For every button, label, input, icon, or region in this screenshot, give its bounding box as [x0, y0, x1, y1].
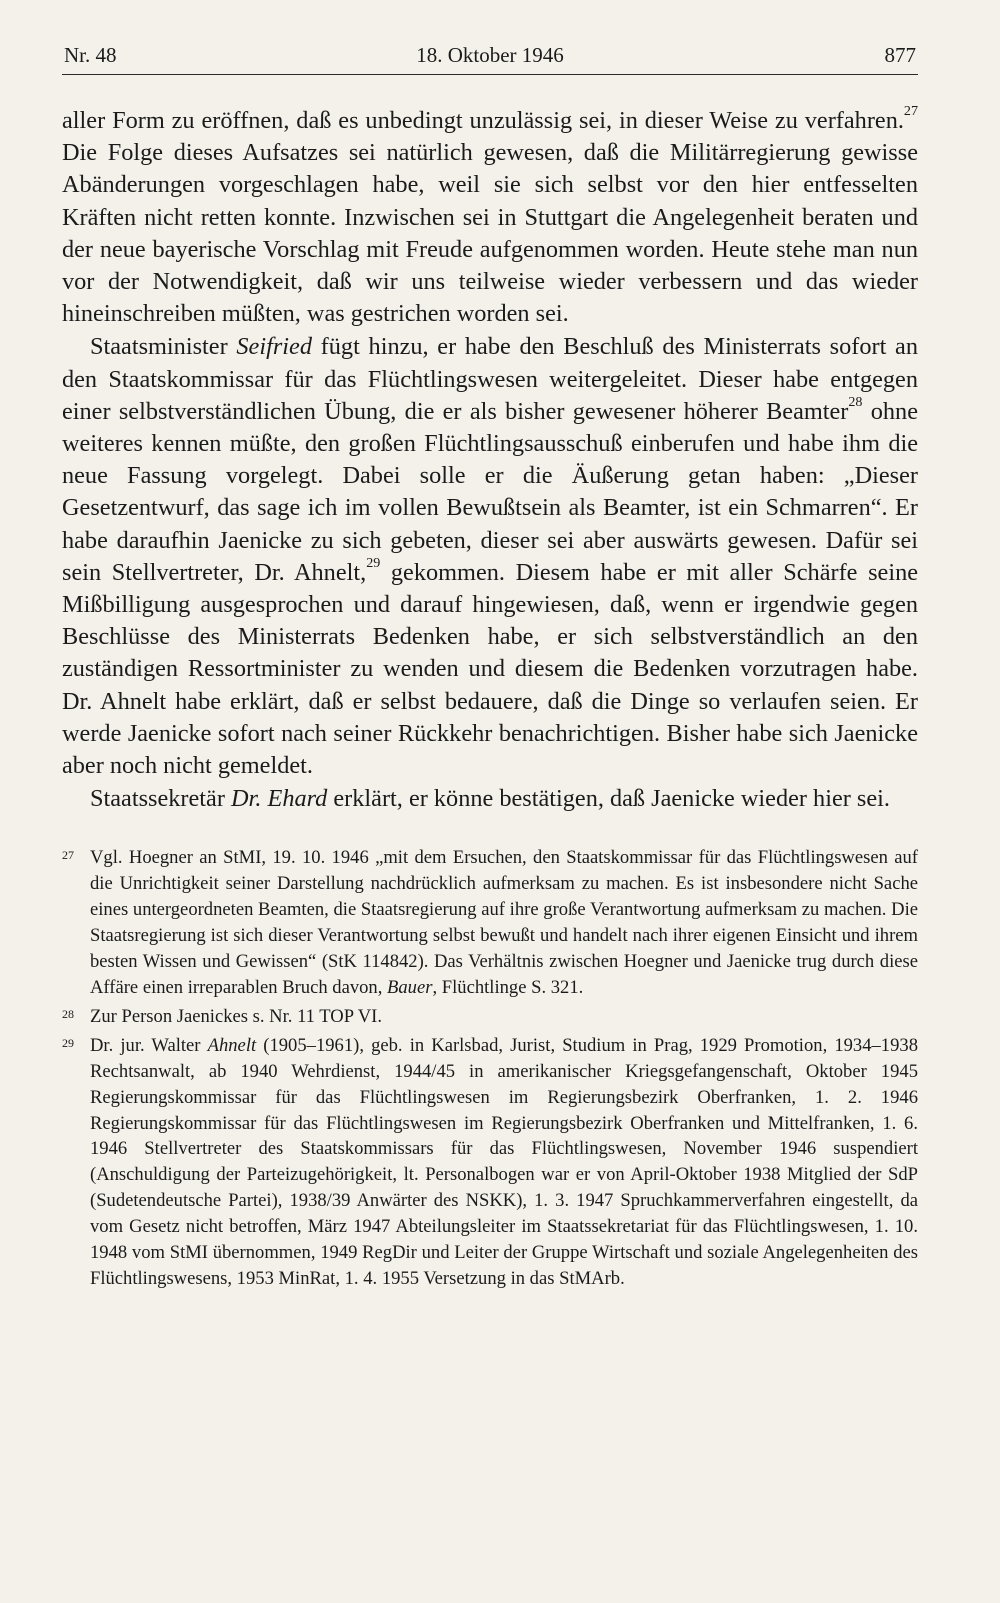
text-run: Staatsminister [90, 333, 237, 361]
page-number: 877 [884, 43, 916, 67]
paragraph [62, 783, 918, 815]
page [62, 40, 918, 1292]
text-run: Dr. jur. Walter [90, 1034, 208, 1056]
italic-name: Dr. Ehard [231, 785, 328, 813]
footnote [62, 845, 918, 1000]
paragraph [62, 331, 918, 782]
paragraph [62, 105, 918, 330]
italic-name: Ahnelt [207, 1034, 257, 1056]
footnote-reference: 28 [848, 394, 863, 411]
text-run: gekommen. Diesem habe er mit aller Schärfe seine Mißbilligung ausgesprochen und darauf hingewiesen, daß, wenn er irgendwie gegen Beschlüsse des Ministerrats Bedenken habe, er sich selbstverständlich an den zuständigen Ressortminister zu wenden und diesem die Bedenken vorzutragen habe. Dr. Ahnelt habe erklärt, daß er selbst bedauere, daß die Dinge so verlaufen seien. Er werde Jaenicke sofort nach seiner Rückkehr benachrichtigen. Bisher habe sich Jaenicke aber noch nicht gemeldet. [62, 558, 919, 780]
header-date: 18. Oktober 1946 [416, 43, 564, 67]
text-run: , Flüchtlinge S. 321. [432, 977, 584, 998]
text-run: Staatssekretär [90, 785, 232, 813]
footnote [62, 1004, 918, 1030]
footnote [62, 1033, 918, 1292]
text-run: (1905–1961), geb. in Karlsbad, Jurist, Studium in Prag, 1929 Promotion, 1934–1938 Rechtsanwalt, ab 1940 Wehrdienst, 1944/45 in amerikanischer Kriegsgefangenschaft, Oktober 1945 Regierungskommissar für das Flüchtlingswesen im Regierungsbezirk Oberfranken, 1. 2. 1946 Regierungskommissar für das Flüchtlingswesen im Regierungsbezirk Oberfranken und Mittelfranken, 1. 6. 1946 Stellvertreter des Staatskommissars für das Flüchtlingswesen, November 1946 suspendiert (Anschuldigung der Parteizugehörigkeit, lt. Personalbogen war er von April-Oktober 1938 Mitglied der SdP (Sudetendeutsche Partei), 1938/39 Anwärter des NSKK), 1. 3. 1947 Spruchkammerverfahren eingestellt, da vom Gesetz nicht betroffen, März 1947 Abteilungsleiter im Staatssekretariat für das Flüchtlingswesen, 1. 10. 1948 vom StMI übernommen, 1949 RegDir und Leiter der Gruppe Wirtschaft und soziale Angelegenheiten des Flüchtlingswesens, 1953 MinRat, 1. 4. 1955 Versetzung in das StMArb. [90, 1034, 918, 1289]
document-number: Nr. 48 [64, 43, 117, 67]
text-run: Vgl. Hoegner an StMI, 19. 10. 1946 „mit dem Ersuchen, den Staatskommissar für das Flüchtlingswesen auf die Unrichtigkeit seiner Darstellung nachdrücklich aufmerksam zu machen. Es ist insbesondere nicht Sache eines untergeordneten Beamten, die Staatsregierung auf ihre große Verantwortung aufmerksam zu machen. Die Staatsregierung ist sich dieser Verantwortung selbst bewußt und handelt nach ihrer eigenen Einsicht und ihrem besten Wissen und Gewissen“ (StK 114842). Das Verhältnis zwischen Hoegner und Jaenicke trug durch diese Affäre einen irreparablen Bruch davon, [90, 847, 918, 998]
text-run: fügt hinzu, er habe den Beschluß des Ministerrats sofort an den Staatskommissar für das Flüchtlingswesen weitergeleitet. Dieser habe entgegen einer selbstverständlichen Übung, die er als bisher gewesener höherer Beamter [62, 333, 918, 425]
text-run: Zur Person Jaenickes s. Nr. 11 TOP VI. [90, 1005, 382, 1027]
footnote-reference: 29 [366, 555, 381, 572]
text-run: Die Folge dieses Aufsatzes sei natürlich gewesen, daß die Militärregierung gewisse Abänderungen vorgeschlagen habe, weil sie sich selbst vor den hier entfesselten Kräften nicht retten konnte. Inzwischen sei in Stuttgart die Angelegenheit beraten und der neue bayerische Vorschlag mit Freude aufgenommen worden. Heute stehe man nun vor der Notwendigkeit, daß wir uns teilweise wieder verbessern und das wieder hineinschreiben müßten, was gestrichen worden sei. [62, 139, 918, 328]
footnote-number: 27 [62, 848, 74, 863]
main-text [62, 105, 918, 815]
running-header [62, 40, 918, 75]
footnotes [62, 845, 918, 1291]
text-run: erklärt, er könne bestätigen, daß Jaenicke wieder hier sei. [327, 785, 890, 813]
text-run: aller Form zu eröffnen, daß es unbedingt unzulässig sei, in dieser Weise zu verfahren. [62, 107, 904, 134]
italic-name: Seifried [236, 333, 312, 361]
footnote-number: 28 [62, 1006, 74, 1021]
footnote-number: 29 [62, 1035, 74, 1050]
italic-name: Bauer [387, 977, 433, 998]
footnote-reference: 27 [903, 103, 918, 120]
text-run: ohne weiteres kennen müßte, den großen Flüchtlingsausschuß einberufen und habe ihm die neue Fassung vorgelegt. Dabei solle er die Äußerung getan haben: „Dieser Gesetzentwurf, das sage ich im vollen Bewußtsein als Beamter, ist ein Schmarren“. Er habe daraufhin Jaenicke zu sich gebeten, dieser sei aber auswärts gewesen. Dafür sei sein Stellvertreter, Dr. Ahnelt, [62, 397, 918, 586]
